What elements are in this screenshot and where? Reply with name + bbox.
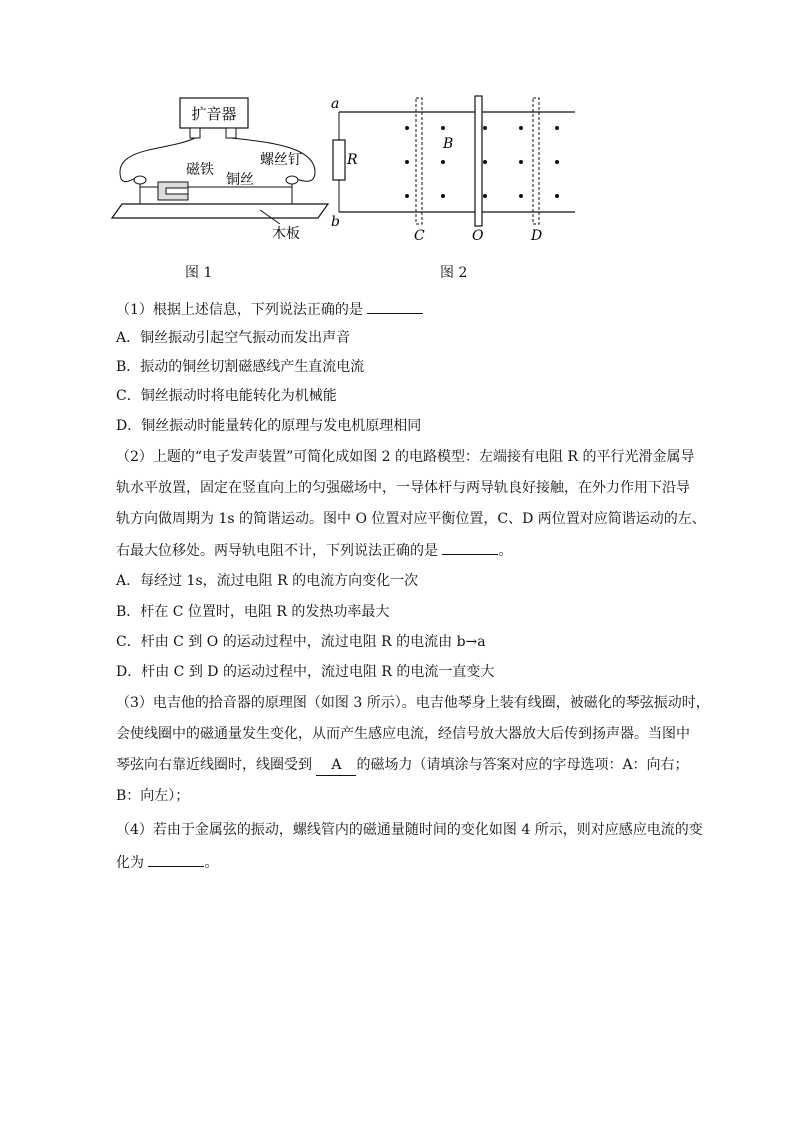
q2-stem-line-3: 轨方向做周期为 1s 的简谐运动。图中 O 位置对应平衡位置，C、D 两位置对应简谐运动的左、 <box>116 511 706 527</box>
screw-label: 螺丝钉 <box>260 152 302 168</box>
q4-line-2: 化为 。 <box>116 852 218 873</box>
label-C: C <box>414 228 425 244</box>
q1-option-c: C．铜丝振动时将电能转化为机械能 <box>116 388 337 404</box>
q2-option-d: D．杆由 C 到 D 的运动过程中，流过电阻 R 的电流一直变大 <box>116 664 495 680</box>
label-D: D <box>531 228 543 244</box>
q4-line-1: （4）若由于金属弦的振动，螺线管内的磁通量随时间的变化如图 4 所示，则对应感应电流的变 <box>116 822 703 838</box>
q2-option-b: B．杆在 C 位置时，电阻 R 的发热功率最大 <box>116 604 390 620</box>
q1-stem: （1）根据上述信息，下列说法正确的是 <box>116 299 423 320</box>
q2-option-c: C．杆由 C 到 O 的运动过程中，流过电阻 R 的电流由 b→a <box>116 634 486 650</box>
q2-stem-line-2: 轨水平放置，固定在竖直向上的匀强磁场中，一导体杆与两导轨良好接触，在外力作用下沿导 <box>116 480 690 496</box>
position-D-dashed <box>533 98 539 224</box>
figure-2-diagram <box>325 92 585 252</box>
q3-answer[interactable]: A <box>316 755 356 776</box>
magnet-shape <box>158 182 188 200</box>
figure-1-caption: 图 1 <box>185 265 213 281</box>
q2-option-a: A．每经过 1s，流过电阻 R 的电流方向变化一次 <box>116 573 419 589</box>
label-a: a <box>331 96 340 112</box>
wire-label: 铜丝 <box>226 172 254 188</box>
q1-option-d: D．铜丝振动时能量转化的原理与发电机原理相同 <box>116 418 422 434</box>
q1-option-b: B．振动的铜丝切割磁感线产生直流电流 <box>116 359 365 375</box>
conductor-rod-O <box>475 96 482 226</box>
q3-line-1: （3）电吉他的拾音器的原理图（如图 3 所示）。电吉他琴身上装有线圈，被磁化的琴弦振动时， <box>116 695 710 711</box>
q3-line-3: 琴弦向右靠近线圈时，线圈受到 A 的磁场力（请填涂与答案对应的字母选项：A：向右； <box>116 755 689 776</box>
magnet-label: 磁铁 <box>186 162 214 178</box>
amplifier-label: 扩音器 <box>191 105 237 123</box>
label-O: O <box>472 228 484 244</box>
q1-answer-blank[interactable] <box>367 299 423 314</box>
q2-answer-blank[interactable] <box>442 540 498 555</box>
figure-1-diagram <box>110 92 330 242</box>
position-C-dashed <box>416 98 422 224</box>
label-B: B <box>443 136 454 152</box>
label-b: b <box>331 214 340 230</box>
q2-stem-line-4: 右最大位移处。两导轨电阻不计，下列说法正确的是 。 <box>116 540 512 561</box>
q3-line-4: B：向左）； <box>116 788 190 804</box>
q2-stem-line-1: （2）上题的“电子发声装置”可简化成如图 2 的电路模型：左端接有电阻 R 的平行光滑金属导 <box>116 449 695 465</box>
figure-2-caption: 图 2 <box>440 265 468 281</box>
q1-option-a: A．铜丝振动引起空气振动而发出声音 <box>116 330 351 346</box>
wood-board <box>112 204 328 218</box>
q4-answer-blank[interactable] <box>148 852 204 867</box>
q3-line-2: 会使线圈中的磁通量发生变化，从而产生感应电流，经信号放大器放大后传到扬声器。当图中 <box>116 726 690 742</box>
resistor-R <box>333 140 345 180</box>
board-label: 木板 <box>272 226 300 242</box>
label-R: R <box>347 152 358 168</box>
